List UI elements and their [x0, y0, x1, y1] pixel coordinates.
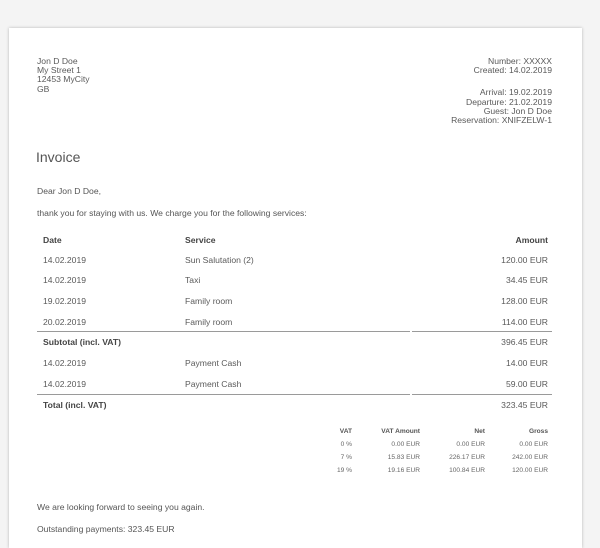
vat-rate: 19 %	[336, 467, 352, 474]
services-table	[37, 228, 552, 414]
vat-row	[309, 439, 552, 452]
invoice-page	[9, 28, 582, 548]
vat-gross: 120.00 EUR	[512, 467, 548, 474]
subtotal-label: Subtotal (incl. VAT)	[43, 337, 121, 348]
row-service: Taxi	[185, 275, 201, 286]
vat-gross: 242.00 EUR	[512, 454, 548, 461]
recipient-street: My Street 1	[37, 65, 81, 76]
closing-text: We are looking forward to seeing you again.	[37, 502, 205, 512]
recipient-name: Jon D Doe	[37, 56, 78, 66]
outstanding-payments: Outstanding payments: 323.45 EUR	[37, 524, 175, 534]
table-row	[37, 269, 552, 290]
subtotal-divider	[37, 331, 552, 332]
recipient-address	[37, 57, 90, 94]
vat-rate: 0 %	[340, 441, 352, 448]
row-service: Payment Cash	[185, 358, 242, 369]
total-divider	[37, 394, 552, 395]
page-title: Invoice	[36, 149, 81, 165]
row-date: 14.02.2019	[43, 254, 87, 265]
intro-text: thank you for staying with us. We charge you for the following services:	[37, 208, 307, 218]
vat-header-net: Net	[474, 428, 485, 435]
table-row	[37, 249, 552, 270]
row-date: 14.02.2019	[43, 275, 87, 286]
vat-rate: 7 %	[340, 454, 352, 461]
total-row	[37, 394, 552, 415]
vat-row	[309, 465, 552, 478]
vat-header	[309, 426, 552, 439]
invoice-meta	[451, 57, 552, 125]
recipient-city: 12453 MyCity	[37, 74, 90, 85]
table-row	[37, 373, 552, 394]
table-row	[37, 290, 552, 311]
vat-gross: 0.00 EUR	[519, 441, 548, 448]
invoice-created: Created: 14.02.2019	[473, 65, 552, 76]
header-amount: Amount	[515, 235, 548, 245]
row-amount: 59.00 EUR	[505, 378, 548, 389]
vat-header-rate: VAT	[339, 428, 352, 435]
row-date: 19.02.2019	[43, 296, 87, 307]
vat-header-gross: Gross	[528, 428, 548, 435]
total-label: Total (incl. VAT)	[43, 399, 107, 410]
vat-net: 0.00 EUR	[456, 441, 485, 448]
row-service: Sun Salutation (2)	[185, 254, 254, 265]
row-service: Family room	[185, 296, 233, 307]
table-row	[37, 352, 552, 373]
arrival-date: Arrival: 19.02.2019	[479, 87, 552, 98]
header-service: Service	[185, 235, 216, 245]
vat-amount: 19.16 EUR	[387, 467, 420, 474]
table-row	[37, 311, 552, 332]
row-amount: 114.00 EUR	[501, 316, 548, 327]
total-amount: 323.45 EUR	[501, 399, 548, 410]
row-date: 20.02.2019	[43, 316, 87, 327]
subtotal-row	[37, 331, 552, 352]
row-amount: 14.00 EUR	[505, 358, 548, 369]
departure-date: Departure: 21.02.2019	[465, 96, 552, 107]
vat-net: 226.17 EUR	[449, 454, 485, 461]
row-service: Family room	[185, 316, 233, 327]
recipient-country: GB	[37, 83, 50, 94]
row-amount: 34.45 EUR	[505, 275, 548, 286]
row-date: 14.02.2019	[43, 358, 87, 369]
header-date: Date	[43, 235, 62, 245]
vat-net: 100.84 EUR	[449, 467, 485, 474]
vat-amount: 15.83 EUR	[387, 454, 420, 461]
guest-name: Guest: Jon D Doe	[483, 105, 552, 116]
greeting: Dear Jon D Doe,	[37, 186, 102, 196]
row-amount: 128.00 EUR	[501, 296, 548, 307]
vat-amount: 0.00 EUR	[391, 441, 420, 448]
reservation-id: Reservation: XNIFZELW-1	[451, 115, 552, 126]
invoice-number: Number: XXXXX	[488, 56, 552, 66]
subtotal-amount: 396.45 EUR	[501, 337, 548, 348]
row-date: 14.02.2019	[43, 378, 87, 389]
row-amount: 120.00 EUR	[501, 254, 548, 265]
vat-row	[309, 452, 552, 465]
row-service: Payment Cash	[185, 378, 242, 389]
table-header	[37, 228, 552, 249]
vat-table	[309, 426, 552, 478]
vat-header-amount: VAT Amount	[381, 428, 420, 435]
